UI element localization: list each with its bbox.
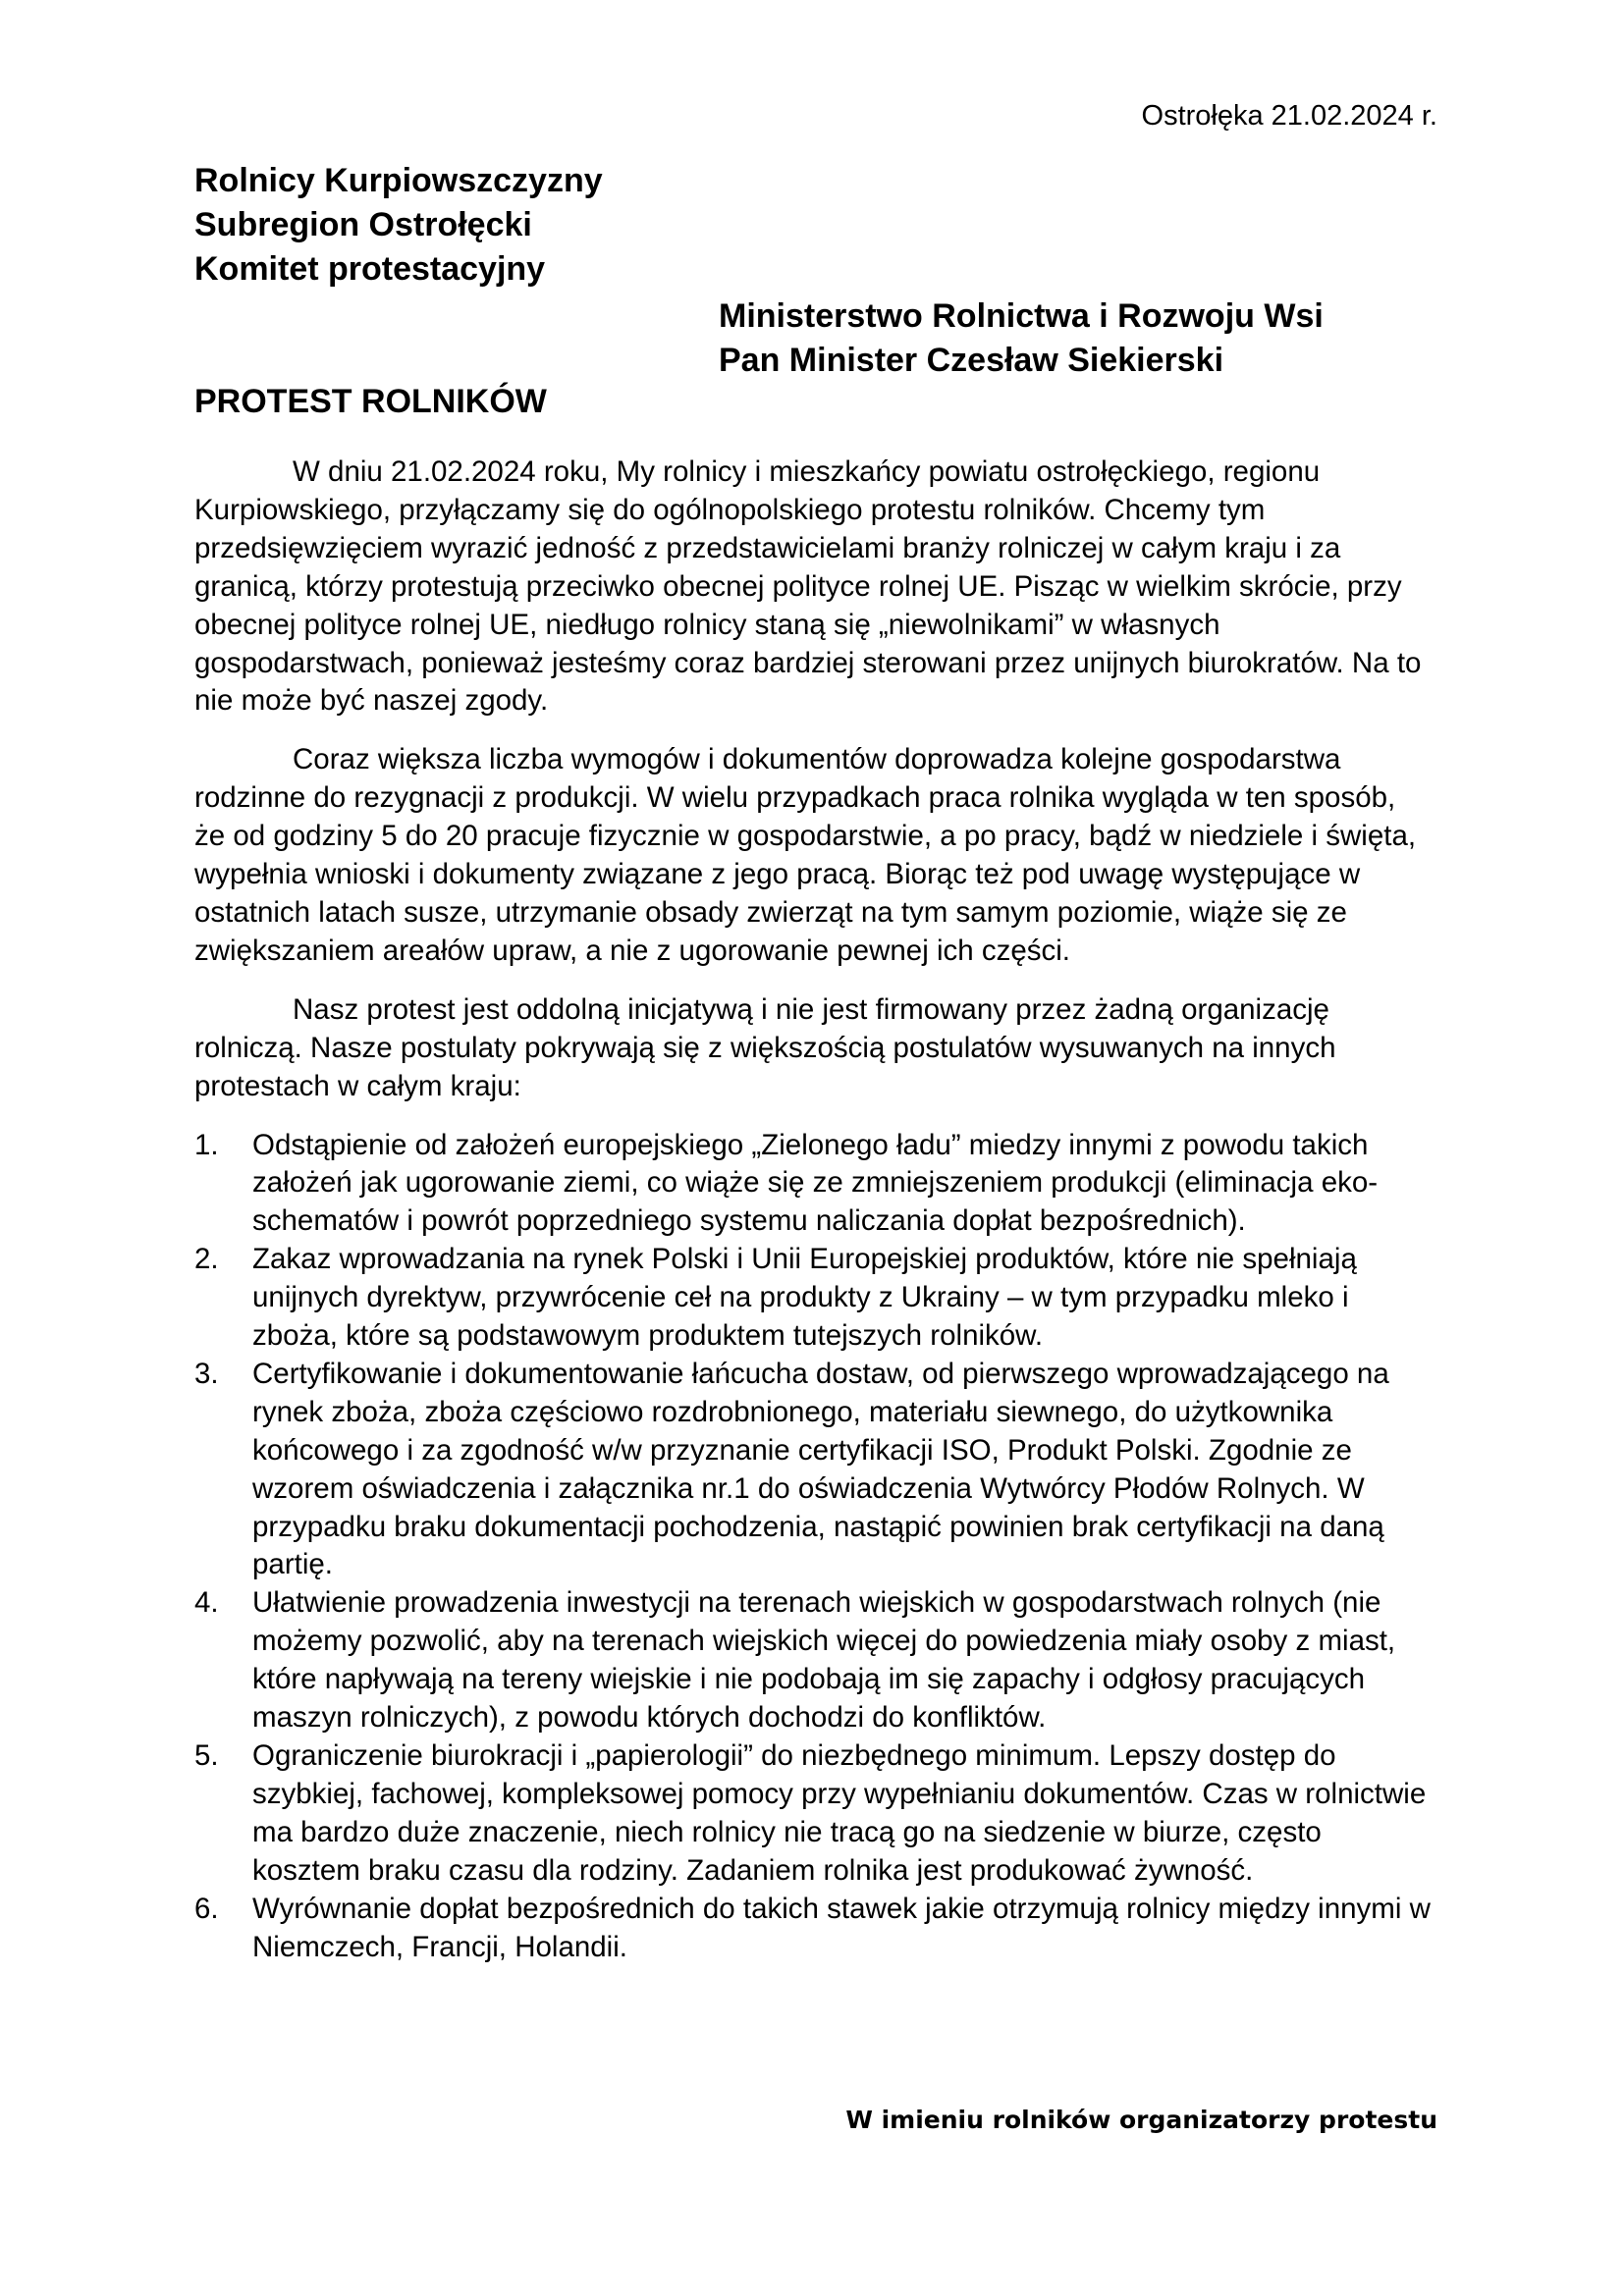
list-item-number: 5.: [194, 1739, 219, 1772]
list-item-number: 2.: [194, 1243, 219, 1276]
list-item-number: 3.: [194, 1357, 219, 1390]
list-item-text: Certyfikowanie i dokumentowanie łańcucha dostaw, od pierwszego wprowadzającego na rynek zboża, zboża częściowo rozdrobnionego, materiału siewnego, do użytkownika końcowego i za zgodność w/w przyznanie certyfikacji ISO, Produkt Polski. Zgodnie ze wzorem oświadczenia i załącznika nr.1 do oświadczenia Wytwórcy Płodów Rolnych. W przypadku braku dokumentacji pochodzenia, nastąpić powinien brak certyfikacji na daną partię.: [252, 1357, 1389, 1581]
sender-line: Komitet protestacyjny: [194, 250, 546, 288]
list-item-number: 1.: [194, 1128, 219, 1161]
body-paragraph: Coraz większa liczba wymogów i dokumentów doprowadza kolejne gospodarstwa rodzinne do rezygnacji z produkcji. W wielu przypadkach praca rolnika wygląda w ten sposób, że od godziny 5 do 20 pracuje fizycznie w gospodarstwie, a po pracy, bądź w niedziele i święta, wypełnia wnioski i dokumenty związane z jego pracą. Biorąc też pod uwagę występujące w ostatnich latach susze, utrzymanie obsady zwierząt na tym samym poziomie, wiąże się ze zwiększaniem areałów upraw, a nie z ugorowanie pewnej ich części.: [194, 743, 1417, 967]
list-item: [194, 1584, 1432, 1737]
list-item: [194, 1356, 1432, 1584]
list-item-number: 4.: [194, 1586, 219, 1620]
list-item: [194, 1241, 1432, 1356]
sender-block: [194, 159, 603, 292]
recipient-block: [719, 294, 1324, 383]
letter-date: Ostrołęka 21.02.2024 r.: [1141, 100, 1437, 132]
letter-body: [194, 454, 1432, 1966]
list-item: [194, 1127, 1432, 1242]
list-item: [194, 1737, 1432, 1891]
sender-line: Subregion Ostrołęcki: [194, 206, 532, 243]
sender-line: Rolnicy Kurpiowszczyzny: [194, 162, 603, 199]
list-item-text: Ułatwienie prowadzenia inwestycji na terenach wiejskich w gospodarstwach rolnych (nie możemy pozwolić, aby na terenach wiejskich więcej do powiedzenia miały osoby z miast, które napływają na tereny wiejskie i nie podobają im się zapachy i odgłosy pracujących maszyn rolniczych), z powodu których dochodzi do konfliktów.: [252, 1586, 1396, 1735]
closing-signature: W imieniu rolników organizatorzy protestu: [845, 2106, 1437, 2134]
list-item-number: 6.: [194, 1892, 219, 1925]
postulates-list: [194, 1127, 1432, 1967]
list-item-text: Wyrównanie dopłat bezpośrednich do takich stawek jakie otrzymują rolnicy między innymi w Niemczech, Francji, Holandii.: [252, 1892, 1431, 1963]
list-item-text: Zakaz wprowadzania na rynek Polski i Unii Europejskiej produktów, które nie spełniają unijnych dyrektyw, przywrócenie ceł na produkty z Ukrainy – w tym przypadku mleko i zboża, które są podstawowym produktem tutejszych rolników.: [252, 1243, 1357, 1353]
body-paragraph: W dniu 21.02.2024 roku, My rolnicy i mieszkańcy powiatu ostrołęckiego, regionu Kurpiowskiego, przyłączamy się do ogólnopolskiego protestu rolników. Chcemy tym przedsięwzięciem wyrazić jedność z przedstawicielami branży rolniczej w całym kraju i za granicą, którzy protestują przeciwko obecnej polityce rolnej UE. Pisząc w wielkim skrócie, przy obecnej polityce rolnej UE, niedługo rolnicy staną się „niewolnikami” w własnych gospodarstwach, ponieważ jesteśmy coraz bardziej sterowani przez unijnych biurokratów. Na to nie może być naszej zgody.: [194, 455, 1422, 718]
list-item: [194, 1891, 1432, 1967]
list-item-text: Ograniczenie biurokracji i „papierologii” do niezbędnego minimum. Lepszy dostęp do szybkiej, fachowej, kompleksowej pomocy przy wypełnianiu dokumentów. Czas w rolnictwie ma bardzo duże znaczenie, niech rolnicy nie tracą go na siedzenie w biurze, często kosztem braku czasu dla rodziny. Zadaniem rolnika jest produkować żywność.: [252, 1739, 1427, 1887]
body-paragraph: Nasz protest jest oddolną inicjatywą i nie jest firmowany przez żadną organizację rolniczą. Nasze postulaty pokrywają się z większością postulatów wysuwanych na innych protestach w całym kraju:: [194, 992, 1336, 1102]
recipient-line: Pan Minister Czesław Siekierski: [719, 342, 1224, 379]
document-title: PROTEST ROLNIKÓW: [194, 383, 547, 420]
recipient-line: Ministerstwo Rolnictwa i Rozwoju Wsi: [719, 297, 1324, 335]
list-item-text: Odstąpienie od założeń europejskiego „Zielonego ładu” miedzy innymi z powodu takich założeń jak ugorowanie ziemi, co wiąże się ze zmniejszeniem produkcji (eliminacja eko-schematów i powrót poprzedniego systemu naliczania dopłat bezpośrednich).: [252, 1128, 1379, 1238]
